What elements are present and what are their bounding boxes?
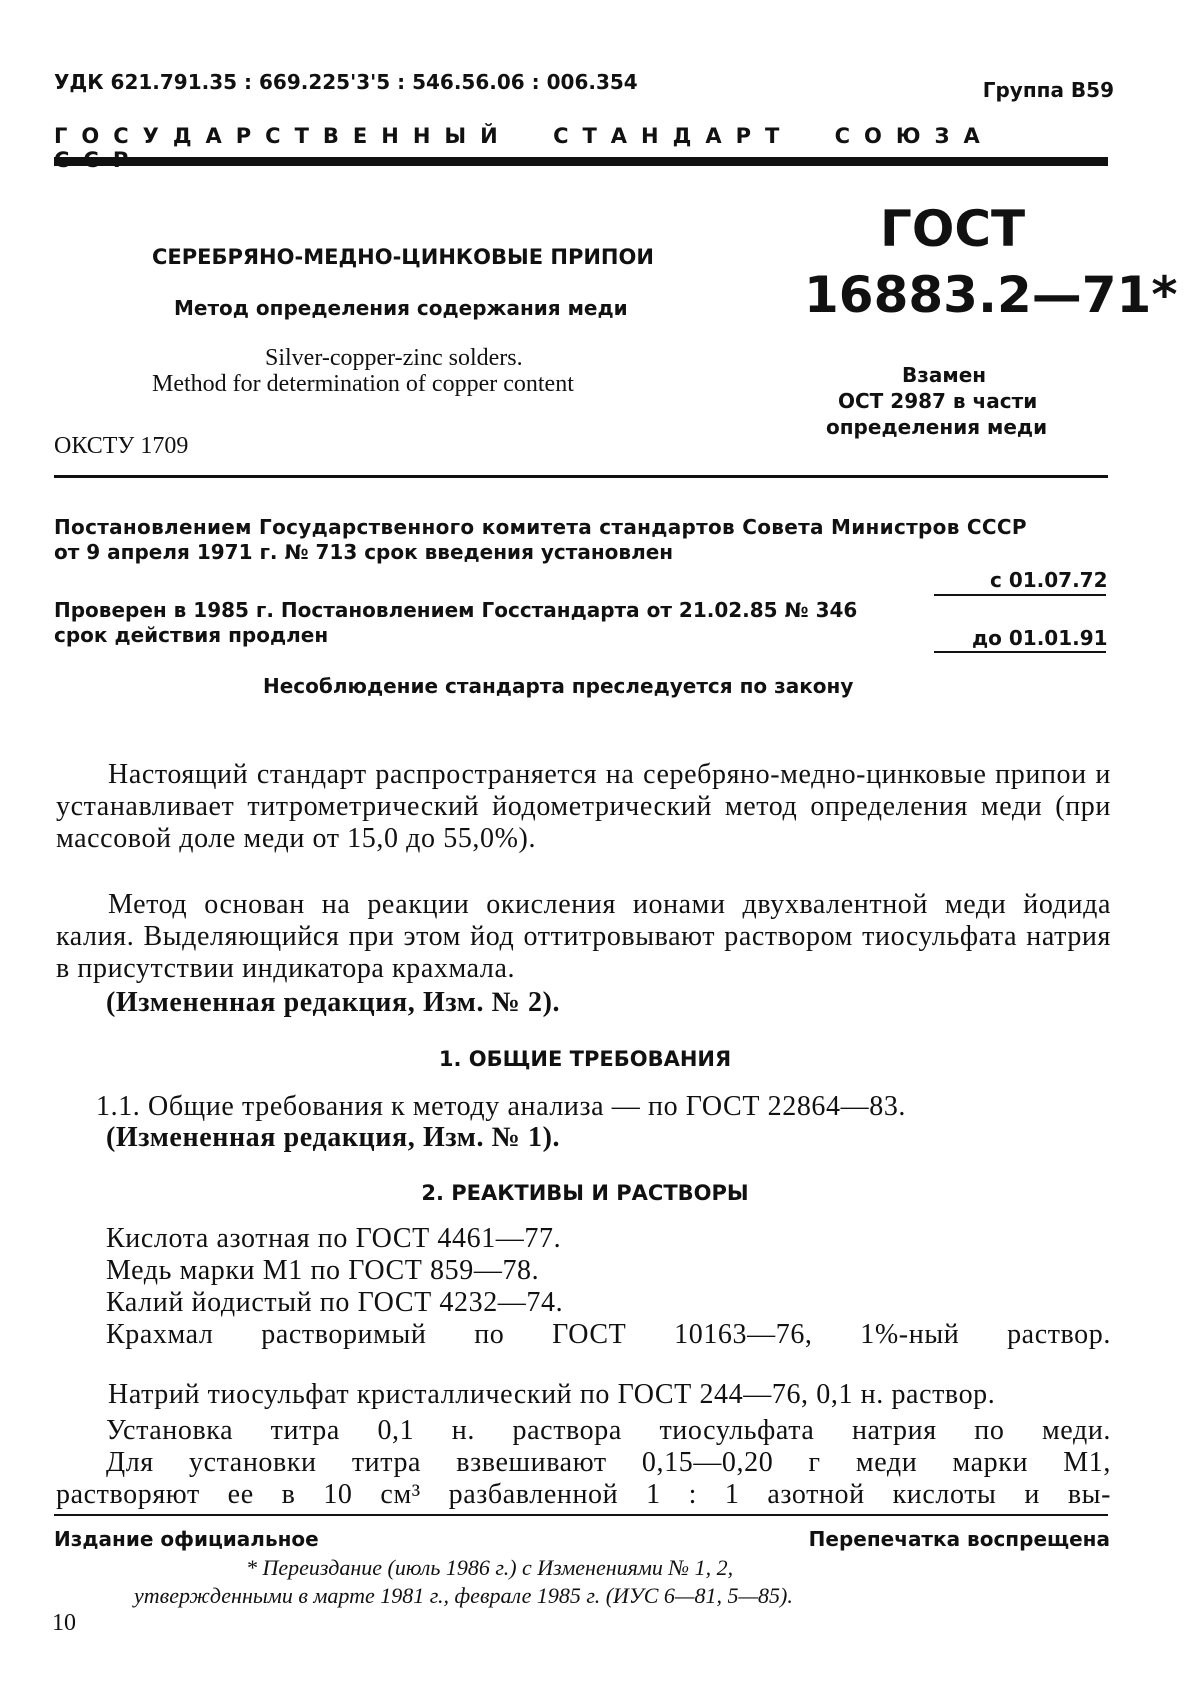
header-thick-rule — [54, 157, 1108, 166]
gost-label: ГОСТ — [880, 200, 1026, 258]
section-1-heading: 1. ОБЩИЕ ТРЕБОВАНИЯ — [438, 1047, 732, 1071]
titer-procedure-line2: растворяют ее в 10 см³ разбавленной 1 : 1 азотной кислоты и вы- — [56, 1479, 1111, 1510]
intro-revision-note: (Измененная редакция, Изм. № 2). — [106, 987, 561, 1018]
footnote-line2: утвержденными в марте 1981 г., феврале 1985 г. (ИУС 6—81, 5—85). — [134, 1583, 793, 1608]
decree-line2: от 9 апреля 1971 г. № 713 срок введения установлен — [54, 540, 674, 564]
group-code: Группа В59 — [982, 78, 1114, 102]
intro-paragraph-2: Метод основан на реакции окисления ионами двухвалентной меди йодида калия. Выделяющийся при этом йод оттитровывают раствором тиосульфата натрия в присутствии индикатора крахмала. — [56, 889, 1111, 984]
intro-paragraph-1: Настоящий стандарт распространяется на серебряно-медно-цинковые припои и устанавливает титрометрический йодометрический метод определения меди (при массовой доле меди от 15,0 до 55,0%). — [56, 759, 1111, 854]
section-1-item: 1.1. Общие требования к методу анализа — по ГОСТ 22864—83. — [96, 1091, 907, 1122]
extended-date-underline — [934, 651, 1106, 653]
standard-title: СЕРЕБРЯНО-МЕДНО-ЦИНКОВЫЕ ПРИПОИ — [152, 245, 654, 269]
okstu-code: ОКСТУ 1709 — [54, 433, 189, 459]
standard-subtitle: Метод определения содержания меди — [174, 296, 628, 320]
reprint-prohibited-label: Перепечатка воспрещена — [808, 1527, 1110, 1551]
titer-setup-heading: Установка титра 0,1 н. раствора тиосульфата натрия по меди. — [106, 1415, 1111, 1446]
decree-line1: Постановлением Государственного комитета стандартов Совета Министров СССР — [54, 515, 1027, 539]
reagent-copper: Медь марки М1 по ГОСТ 859—78. — [106, 1255, 540, 1286]
footer-rule — [54, 1514, 1108, 1516]
state-standard-banner: ГОСУДАРСТВЕННЫЙ СТАНДАРТ СОЮЗА — [54, 124, 994, 148]
effective-date-underline — [934, 594, 1106, 596]
english-title-line1: Silver-copper-zinc solders. — [265, 345, 523, 371]
gost-number: 16883.2—71* — [804, 266, 1178, 324]
footnote-line1: * Переиздание (июль 1986 г.) с Изменениями № 1, 2, — [246, 1555, 734, 1580]
reagent-starch: Крахмал растворимый по ГОСТ 10163—76, 1%-ный раствор. — [106, 1319, 1111, 1350]
titer-procedure-line1: Для установки титра взвешивают 0,15—0,20 г меди марки М1, — [106, 1447, 1111, 1478]
page-number: 10 — [52, 1610, 76, 1636]
english-title-line2: Method for determination of copper content — [152, 371, 574, 397]
section-1-revision-note: (Измененная редакция, Изм. № 1). — [106, 1122, 561, 1153]
effective-date: с 01.07.72 — [990, 568, 1108, 592]
replaces-scope: определения меди — [826, 415, 1048, 439]
reagent-potassium-iodide: Калий йодистый по ГОСТ 4232—74. — [106, 1287, 564, 1318]
reagent-sodium-thiosulfate: Натрий тиосульфат кристаллический по ГОСТ 244—76, 0,1 н. раствор. — [108, 1379, 996, 1410]
check-line1: Проверен в 1985 г. Постановлением Госстандарта от 21.02.85 № 346 — [54, 598, 858, 622]
legal-warning: Несоблюдение стандарта преследуется по закону — [263, 674, 854, 698]
extended-date: до 01.01.91 — [972, 626, 1108, 650]
check-line2: срок действия продлен — [54, 623, 329, 647]
title-block-rule — [54, 475, 1108, 478]
official-edition-label: Издание официальное — [54, 1527, 319, 1551]
replaces-document: ОСТ 2987 в части — [838, 389, 1038, 413]
replaces-label: Взамен — [902, 363, 987, 387]
section-2-heading: 2. РЕАКТИВЫ И РАСТВОРЫ — [421, 1181, 749, 1205]
reagent-nitric-acid: Кислота азотная по ГОСТ 4461—77. — [106, 1223, 562, 1254]
udk-code: УДК 621.791.35 : 669.225'3'5 : 546.56.06 : 006.354 — [54, 70, 638, 94]
